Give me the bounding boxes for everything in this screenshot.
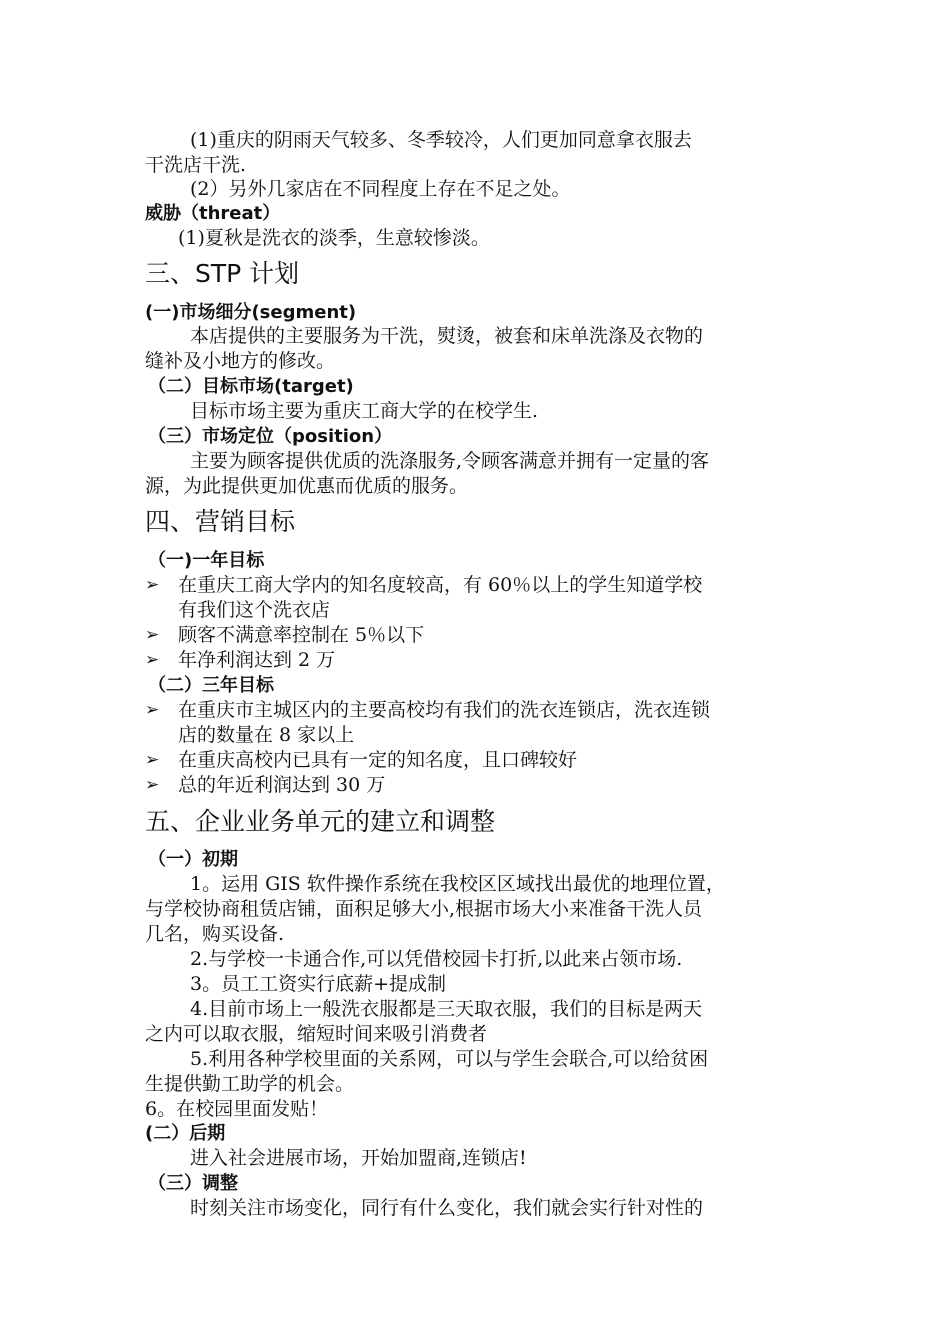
segment-text-line-1: 本店提供的主要服务为干洗，熨烫，被套和床单洗涤及衣物的	[190, 325, 704, 347]
segment-text-line-2: 缝补及小地方的修改。	[145, 350, 336, 372]
position-text-line-2: 源，为此提供更加优惠而优质的服务。	[145, 475, 469, 497]
segment-heading: (一)市场细分(segment)	[145, 302, 357, 323]
one-year-goal-1-line-1: 在重庆工商大学内的知名度较高，有 60％以上的学生知道学校	[178, 574, 703, 596]
one-year-goal-heading: （一)一年目标	[148, 550, 265, 571]
one-year-goal-3: 年净利润达到 2 万	[178, 649, 336, 671]
bullet-arrow-icon: ➢	[145, 750, 160, 770]
later-text: 进入社会进展市场，开始加盟商,连锁店!	[190, 1147, 527, 1169]
bullet-arrow-icon: ➢	[145, 700, 160, 720]
one-year-goal-2: 顾客不满意率控制在 5％以下	[178, 624, 425, 646]
three-year-goal-1-line-1: 在重庆市主城区内的主要高校均有我们的洗衣连锁店，洗衣连锁	[178, 699, 711, 721]
position-text-line-1: 主要为顾客提供优质的洗涤服务,令顾客满意并拥有一定量的客	[190, 450, 710, 472]
adjustment-text: 时刻关注市场变化，同行有什么变化，我们就会实行针对性的	[190, 1197, 704, 1219]
section-heading-marketing-goals: 四、营销目标	[145, 507, 296, 536]
bullet-arrow-icon: ➢	[145, 625, 160, 645]
swot-opportunity-item-1-line-2: 干洗店干洗.	[145, 154, 247, 176]
threat-heading: 威胁（threat）	[145, 203, 281, 224]
initial-item-1-line-2: 与学校协商租赁店铺，面积足够大小,根据市场大小来准备干洗人员	[145, 898, 703, 920]
threat-item-1: (1)夏秋是洗衣的淡季，生意较惨淡。	[178, 227, 490, 249]
initial-item-6: 6。在校园里面发贴！	[145, 1098, 329, 1120]
initial-item-5-line-1: 5.利用各种学校里面的关系网，可以与学生会联合,可以给贫困	[190, 1048, 709, 1070]
swot-opportunity-item-1-line-1: (1)重庆的阴雨天气较多、冬季较冷，人们更加同意拿衣服去	[190, 129, 692, 151]
initial-phase-heading: （一）初期	[148, 849, 238, 870]
initial-item-4-line-1: 4.目前市场上一般洗衣服都是三天取衣服，我们的目标是两天	[190, 998, 703, 1020]
one-year-goal-1-line-2: 有我们这个洗衣店	[178, 599, 331, 621]
section-heading-stp: 三、STP 计划	[145, 259, 300, 288]
three-year-goal-2: 在重庆高校内已具有一定的知名度，且口碑较好	[178, 749, 578, 771]
three-year-goal-heading: （二）三年目标	[148, 675, 274, 696]
initial-item-1-line-3: 几名，购买设备.	[145, 923, 285, 945]
bullet-arrow-icon: ➢	[145, 650, 160, 670]
target-heading: （二）目标市场(target)	[148, 376, 354, 397]
target-text: 目标市场主要为重庆工商大学的在校学生.	[190, 400, 539, 422]
bullet-arrow-icon: ➢	[145, 575, 160, 595]
three-year-goal-1-line-2: 店的数量在 8 家以上	[178, 724, 355, 746]
initial-item-4-line-2: 之内可以取衣服，缩短时间来吸引消费者	[145, 1023, 488, 1045]
initial-item-1-line-1: 1。运用 GIS 软件操作系统在我校区区域找出最优的地理位置，	[190, 873, 725, 895]
later-phase-heading: (二）后期	[145, 1123, 226, 1144]
adjustment-heading: （三）调整	[148, 1173, 238, 1194]
initial-item-5-line-2: 生提供勤工助学的机会。	[145, 1073, 355, 1095]
three-year-goal-3: 总的年近利润达到 30 万	[178, 774, 386, 796]
swot-opportunity-item-2: (2）另外几家店在不同程度上存在不足之处。	[190, 178, 571, 200]
initial-item-3: 3。员工工资实行底薪+提成制	[190, 973, 447, 995]
initial-item-2: 2.与学校一卡通合作,可以凭借校园卡打折,以此来占领市场.	[190, 948, 683, 970]
bullet-arrow-icon: ➢	[145, 775, 160, 795]
section-heading-business-units: 五、企业业务单元的建立和调整	[145, 807, 496, 836]
position-heading: （三）市场定位（position）	[148, 426, 393, 447]
